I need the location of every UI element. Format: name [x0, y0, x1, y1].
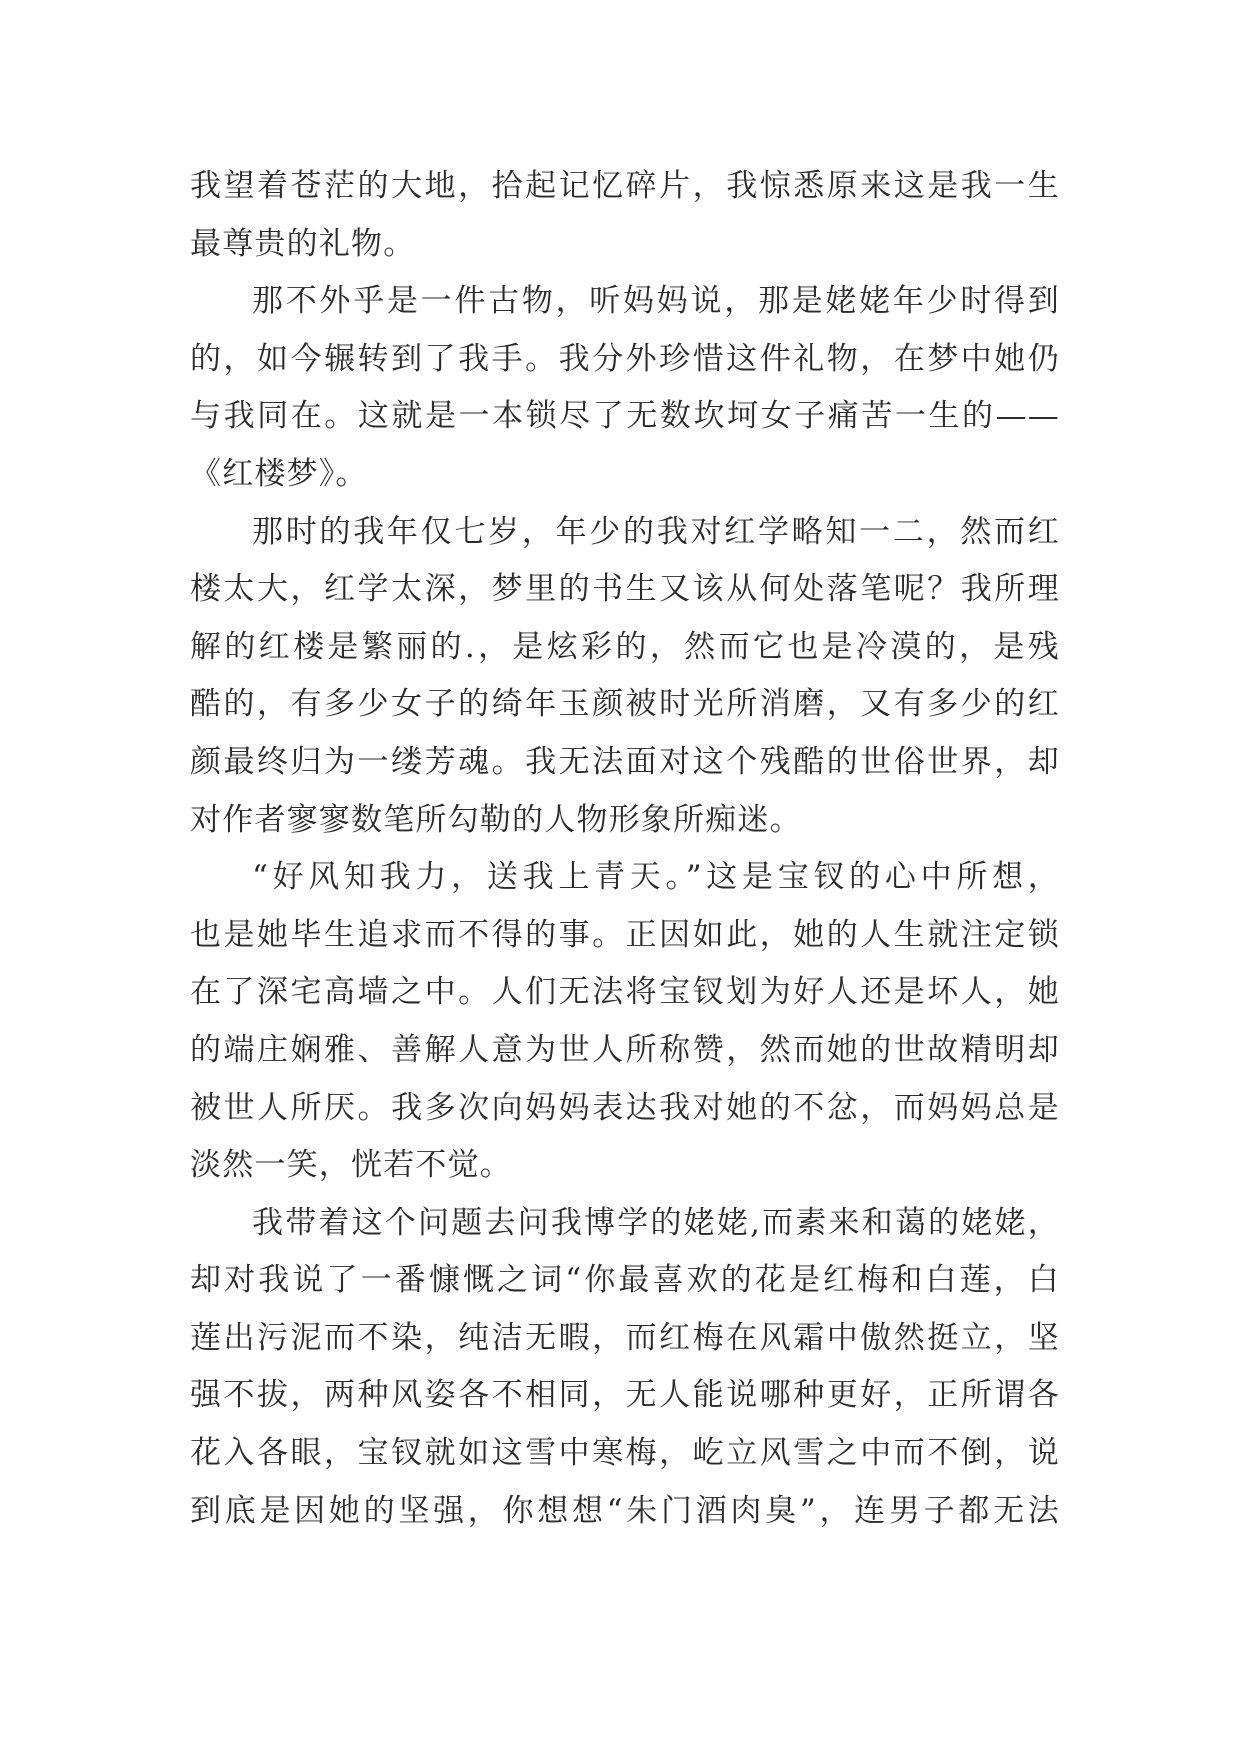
paragraph-3 [190, 504, 1060, 850]
text-line: 最尊贵的礼物。 [190, 225, 416, 262]
body-text [190, 158, 1060, 1540]
text-line: 到底是因她的坚强，你想想“朱门酒肉臭”，连男子都无法 [190, 1492, 1060, 1529]
text-line: 楼太大，红学太深，梦里的书生又该从何处落笔呢？我所理 [190, 571, 1060, 608]
text-line: 解的红楼是繁丽的.，是炫彩的，然而它也是冷漠的，是残 [190, 628, 1060, 665]
text-line: 酷的，有多少女子的绮年玉颜被时光所消磨，又有多少的红 [190, 686, 1060, 723]
text-line: 那不外乎是一件古物，听妈妈说，那是姥姥年少时得到 [252, 283, 1060, 320]
text-line: 我望着苍茫的大地，拾起记忆碎片，我惊悉原来这是我一生 [190, 168, 1060, 204]
text-line: 花入各眼，宝钗就如这雪中寒梅，屹立风雪之中而不倒，说 [190, 1435, 1060, 1472]
paragraph-2 [190, 273, 1060, 503]
text-line: 的端庄娴雅、善解人意为世人所称赞，然而她的世故精明却 [190, 1031, 1060, 1068]
paragraph-5 [190, 1195, 1060, 1541]
text-line: 淡然一笑，恍若不觉。 [190, 1147, 512, 1184]
text-line: 《红楼梦》。 [190, 455, 368, 492]
text-line: 我带着这个问题去问我博学的姥姥,而素来和蔼的姥姥， [252, 1204, 1060, 1241]
text-line: 却对我说了一番慷慨之词“你最喜欢的花是红梅和白莲，白 [190, 1262, 1060, 1299]
text-line: 与我同在。这就是一本锁尽了无数坎坷女子痛苦一生的—— [190, 398, 1060, 435]
text-line: 莲出污泥而不染，纯洁无暇，而红梅在风霜中傲然挺立，坚 [190, 1319, 1060, 1356]
text-line: 强不拔，两种风姿各不相同，无人能说哪种更好，正所谓各 [190, 1377, 1060, 1414]
paragraph-1 [190, 158, 1060, 273]
text-line: 的，如今辗转到了我手。我分外珍惜这件礼物，在梦中她仍 [190, 340, 1060, 377]
text-line: 在了深宅高墙之中。人们无法将宝钗划为好人还是坏人，她 [190, 974, 1060, 1011]
text-line: 也是她毕生追求而不得的事。正因如此，她的人生就注定锁 [190, 916, 1060, 953]
text-line: 颜最终归为一缕芳魂。我无法面对这个残酷的世俗世界，却 [190, 743, 1060, 780]
text-line: “好风知我力，送我上青天。”这是宝钗的心中所想， [252, 859, 1060, 896]
text-line: 那时的我年仅七岁，年少的我对红学略知一二，然而红 [252, 513, 1060, 550]
text-line: 对作者寥寥数笔所勾勒的人物形象所痴迷。 [190, 801, 802, 838]
text-line: 被世人所厌。我多次向妈妈表达我对她的不忿，而妈妈总是 [190, 1089, 1060, 1126]
paragraph-4 [190, 849, 1060, 1195]
